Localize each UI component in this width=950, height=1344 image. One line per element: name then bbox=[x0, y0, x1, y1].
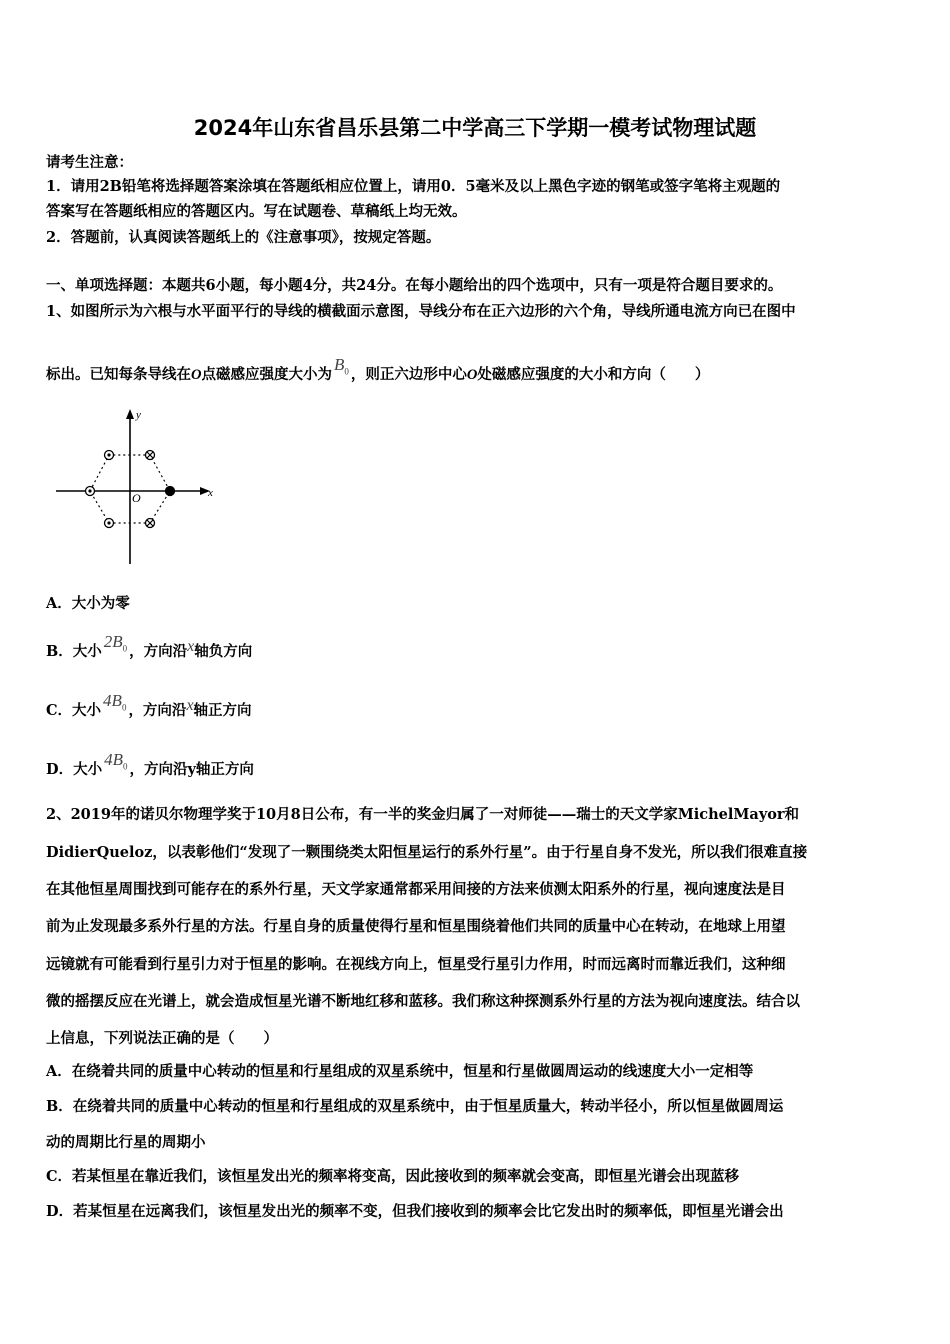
notice-item-1-line-1: 1．请用2B铅笔将选择题答案涂填在答题纸相应位置上，请用0．5毫米及以上黑色字迹的钢笔或签字笔将主观题的 bbox=[46, 178, 781, 195]
q1-option-b-x: x bbox=[187, 638, 195, 655]
q1-option-a: A．大小为零 bbox=[46, 595, 130, 612]
question-1-line-2 bbox=[46, 355, 916, 390]
q1-text-part-d: 处磁感应强度的大小和方向（ ） bbox=[477, 366, 710, 383]
y-axis-label: y bbox=[136, 409, 141, 421]
q2-option-a: A．在绕着共同的质量中心转动的恒星和行星组成的双星系统中，恒星和行星做圆周运动的线速度大小一定相等 bbox=[46, 1063, 754, 1080]
q1-option-d-value: $4B_0$ bbox=[104, 750, 128, 772]
question-1-line-1: 1、如图所示为六根与水平面平行的导线的横截面示意图，导线分布在正六边形的六个角，导线所通电流方向已在图中 bbox=[46, 303, 796, 320]
page-title: 2024年山东省昌乐县第二中学高三下学期一模考试物理试题 bbox=[193, 116, 757, 140]
q2-option-b-line-2: 动的周期比行星的周期小 bbox=[46, 1134, 206, 1151]
origin-label: O bbox=[132, 491, 141, 505]
wire-right bbox=[166, 487, 175, 496]
q1-option-c-value: $4B_0$ bbox=[103, 691, 127, 713]
wire-top-right bbox=[146, 451, 155, 460]
wire-bottom-right bbox=[146, 519, 155, 528]
notice-item-1-line-2: 答案写在答题纸相应的答题区内。写在试题卷、草稿纸上均无效。 bbox=[46, 203, 467, 220]
x-axis-label: x bbox=[208, 487, 213, 499]
q2-option-d: D．若某恒星在远离我们，该恒星发出光的频率不变，但我们接收到的频率会比它发出时的频率低，即恒星光谱会出 bbox=[46, 1203, 784, 1220]
section-1-heading: 一、单项选择题：本题共6小题，每小题4分，共24分。在每小题给出的四个选项中，只有一项是符合题目要求的。 bbox=[46, 277, 783, 294]
q1-text-part-b: 点磁感应强度大小为 bbox=[201, 366, 332, 383]
q1-text-part-c: ，则正六边形中心 bbox=[350, 366, 467, 383]
q2-option-c: C．若某恒星在靠近我们，该恒星发出光的频率将变高，因此接收到的频率就会变高，即恒星光谱会出现蓝移 bbox=[46, 1168, 740, 1185]
notice-item-2: 2．答题前，认真阅读答题纸上的《注意事项》，按规定答题。 bbox=[46, 229, 441, 246]
question-2-line-4: 前为止发现最多系外行星的方法。行星自身的质量使得行星和恒星围绕着他们共同的质量中心在转动，在地球上用望 bbox=[46, 918, 786, 935]
wire-left bbox=[86, 487, 95, 496]
q2-option-b-line-1: B．在绕着共同的质量中心转动的恒星和行星组成的双星系统中，由于恒星质量大，转动半径小，所以恒星做圆周运 bbox=[46, 1098, 784, 1115]
hexagon-wires-figure bbox=[50, 404, 220, 569]
question-2-line-6: 微的摇摆反应在光谱上，就会造成恒星光谱不断地红移和蓝移。我们称这种探测系外行星的方法为视向速度法。结合以 bbox=[46, 993, 800, 1010]
q1-b0-symbol: $B_0$ bbox=[333, 355, 349, 377]
question-2-line-7: 上信息，下列说法正确的是（ ） bbox=[46, 1030, 278, 1047]
q1-option-d: D．大小$4B_0$ ，方向沿y轴正方向 bbox=[46, 750, 254, 778]
y-axis-arrow bbox=[126, 409, 134, 419]
q1-option-b-value: $2B_0$ bbox=[103, 632, 128, 654]
question-2-line-3: 在其他恒星周围找到可能存在的系外行星，天文学家通常都采用间接的方法来侦测太阳系外的行星，视向速度法是目 bbox=[46, 881, 786, 898]
wire-bottom-left bbox=[105, 519, 114, 528]
q1-option-c-x: x bbox=[186, 697, 194, 714]
q1-center-o: O bbox=[466, 367, 478, 383]
notice-heading: 请考生注意： bbox=[46, 154, 133, 171]
q1-option-b: B．大小$2B_0$ ，方向沿x轴负方向 bbox=[46, 632, 253, 660]
question-2-line-1: 2、2019年的诺贝尔物理学奖于10月8日公布，有一半的奖金归属了一对师徒——瑞士的天文学家MichelMayor和 bbox=[46, 806, 800, 823]
wire-top-left bbox=[105, 451, 114, 460]
question-2-line-5: 远镜就有可能看到行星引力对于恒星的影响。在视线方向上，恒星受行星引力作用，时而远离时而靠近我们，这种细 bbox=[46, 956, 786, 973]
q1-point-o: O bbox=[191, 367, 202, 383]
question-2-line-2: DidierQueloz，以表彰他们“发现了一颗围绕类太阳恒星运行的系外行星”。由于行星自身不发光，所以我们很难直接 bbox=[46, 844, 808, 861]
q1-text-part-a: 标出。已知每条导线在 bbox=[46, 366, 191, 383]
q1-option-c: C．大小$4B_0$ ，方向沿x轴正方向 bbox=[46, 691, 252, 719]
